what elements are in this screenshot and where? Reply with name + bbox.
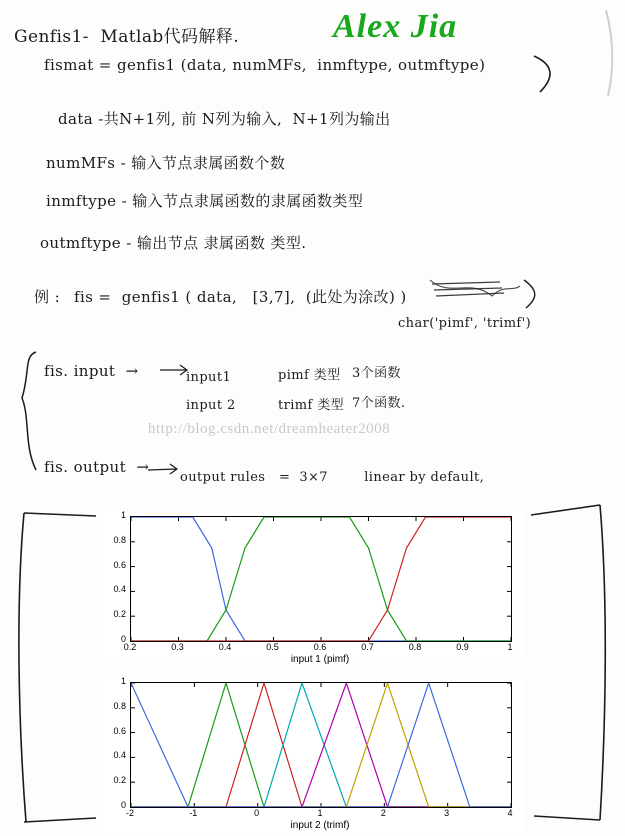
series-mf5: [131, 683, 511, 807]
note-output-label: fis. output →: [44, 458, 150, 476]
note-input1-count: 3个函数: [352, 366, 401, 381]
series-mf4: [131, 683, 511, 807]
note-input-label: fis. input →: [44, 362, 139, 380]
x-tick-label: 0.7: [361, 642, 374, 652]
plot-svg: [131, 517, 511, 641]
x-tick-label: -1: [189, 808, 198, 818]
y-tick-label: 0.6: [113, 559, 126, 570]
y-tick-label: 0.2: [113, 775, 126, 786]
plot-svg: [131, 683, 511, 807]
note-input1-type: pimf 类型: [278, 368, 341, 383]
y-tick-label: 0.2: [113, 609, 126, 620]
x-tick-label: 0.5: [266, 642, 279, 652]
series-mf7: [131, 683, 511, 807]
series-mf2: [131, 517, 511, 641]
x-axis-title: input 2 (trimf): [290, 820, 350, 831]
url-watermark: http://blog.csdn.net/dreamheater2008: [148, 421, 391, 437]
series-mf1: [131, 517, 511, 641]
plot-area-input1: [130, 516, 512, 642]
y-tick-label: 1: [120, 676, 126, 686]
series-mf2: [131, 683, 511, 807]
note-example-label: 例 :: [34, 288, 61, 306]
x-tick-label: 0.4: [218, 642, 232, 652]
y-tick-label: 0: [120, 800, 126, 810]
note-example-sub: char('pimf', 'trimf'): [398, 316, 532, 331]
note-param-inmftype: inmftype - 输入节点隶属函数的隶属函数类型: [46, 192, 364, 210]
note-param-nummfs: numMFs - 输入节点隶属函数个数: [46, 154, 286, 172]
note-param-data: data -共N+1列, 前 N列为输入, N+1列为输出: [58, 110, 391, 128]
y-tick-label: 0.8: [113, 700, 126, 711]
x-tick-label: 4: [507, 808, 513, 818]
y-tick-label: 0.8: [113, 534, 126, 545]
x-tick-label: 1: [317, 808, 323, 818]
y-tick-label: 0.6: [113, 725, 126, 736]
signature-watermark: Alex Jia: [333, 8, 458, 45]
x-tick-label: -2: [125, 808, 134, 818]
note-input2-name: input 2: [186, 398, 236, 413]
y-tick-label: 0.4: [113, 750, 126, 761]
note-output-line: output rules = 3×7 linear by default,: [180, 470, 485, 485]
y-tick-label: 0: [120, 634, 126, 644]
figure-input1: [104, 510, 524, 665]
x-tick-label: 3: [444, 808, 450, 818]
x-tick-label: 0.2: [123, 642, 137, 652]
x-tick-label: 0.6: [313, 642, 327, 652]
series-mf6: [131, 683, 511, 807]
series-mf1: [131, 683, 511, 807]
x-tick-label: 2: [380, 808, 386, 818]
x-axis-title: input 1 (pimf): [290, 654, 350, 665]
note-input2-type: trimf 类型: [278, 398, 345, 413]
series-mf3: [131, 517, 511, 641]
note-param-outmftype: outmftype - 输出节点 隶属函数 类型.: [40, 234, 307, 252]
series-mf3: [131, 683, 511, 807]
x-tick-label: 1: [507, 642, 513, 652]
figure-input2: [104, 678, 524, 833]
x-tick-label: 0.9: [456, 642, 469, 652]
note-signature-line: fismat = genfis1 (data, numMFs, inmftype, outmftype): [44, 56, 486, 74]
note-title: Genfis1- Matlab代码解释.: [14, 27, 240, 47]
x-tick-label: 0.8: [408, 642, 422, 652]
plot-area-input2: [130, 682, 512, 808]
x-tick-label: 0.3: [171, 642, 184, 652]
y-tick-label: 1: [120, 510, 126, 520]
y-tick-label: 0.4: [113, 584, 126, 595]
note-example-line: fis = genfis1 ( data, [3,7], (此处为涂改) ): [74, 288, 407, 306]
note-input2-count: 7个函数.: [352, 396, 406, 411]
x-tick-label: 0: [254, 808, 260, 818]
note-input1-name: input1: [186, 370, 232, 385]
